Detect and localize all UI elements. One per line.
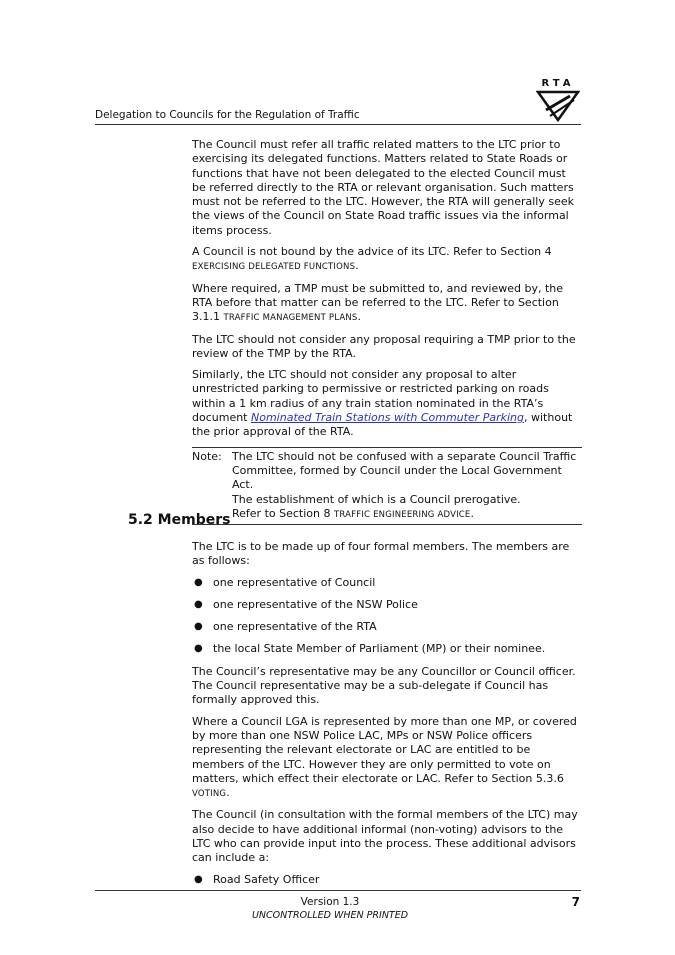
- rta-logo-icon: [536, 88, 580, 122]
- bullet-icon: ●: [194, 873, 203, 885]
- bullet-icon: ●: [194, 643, 203, 655]
- members-list: [192, 576, 582, 657]
- section-reference: TRAFFIC MANAGEMENT PLANS: [223, 313, 358, 324]
- paragraph-multiple-mp: Where a Council LGA is represented by more than one MP, or covered by more than one NSW Police LAC, MPs or NSW Police officers representing the relevant electorate or LAC are entitled to be members of the LTC. However they are only permitted to vote on matters, which effect their electorate or LAC. Refer to Section 5.3.6 VOTING.: [192, 714, 577, 800]
- paragraph-advice: A Council is not bound by the advice of its LTC. Refer to Section 4 EXERCISING DELEGATED FUNCTIONS.: [192, 245, 552, 273]
- footer-version: Version 1.3: [300, 896, 360, 908]
- advisors-list: [192, 873, 582, 887]
- note-body: The LTC should not be confused with a separate Council Traffic Committee, formed by Council under the Local Government Act. The establishment of which is a Council prerogative. Refer to Section 8 TRAFFIC ENGINEERING ADVICE.: [232, 449, 577, 520]
- paragraph-tmp: Where required, a TMP must be submitted to, and reviewed by, the RTA before that matter can be referred to the LTC. Refer to Section 3.1.1 TRAFFIC MANAGEMENT PLANS.: [192, 281, 564, 324]
- paragraph-referral: The Council must refer all traffic related matters to the LTC prior to exercising its delegated functions. Matters related to State Roads or functions that have not been delegated to the elected Council must be referred directly to the RTA or relevant organisation. Such matters must not be referred to the LTC. However, the RTA will generally seek the views of the Council on State Road traffic issues via the informal items process.: [192, 138, 574, 237]
- list-item: ● one representative of Council: [194, 575, 376, 589]
- section-reference: TRAFFIC ENGINEERING ADVICE: [333, 509, 471, 520]
- footer-divider: [95, 890, 581, 891]
- list-item: ● one representative of the NSW Police: [194, 597, 418, 611]
- paragraph-council-rep: The Council’s representative may be any Councillor or Council officer. The Council representative may be a sub-delegate if Council has formally approved this.: [192, 664, 576, 707]
- paragraph-tmp-review: The LTC should not consider any proposal requiring a TMP prior to the review of the TMP by the RTA.: [192, 332, 576, 360]
- note-box: [192, 447, 582, 525]
- list-item: ● Road Safety Officer: [194, 872, 320, 886]
- bullet-icon: ●: [194, 576, 203, 588]
- page-number: 7: [571, 895, 580, 909]
- footer-uncontrolled: UNCONTROLLED WHEN PRINTED: [251, 910, 409, 921]
- header-title: Delegation to Councils for the Regulation of Traffic: [95, 109, 360, 121]
- members-content: [192, 540, 582, 895]
- rta-logo: [536, 78, 580, 122]
- note-label: Note:: [192, 449, 222, 463]
- section-reference: VOTING: [192, 789, 227, 800]
- train-stations-link[interactable]: Nominated Train Stations with Commuter Parking: [251, 411, 525, 425]
- section-reference: EXERCISING DELEGATED FUNCTIONS: [192, 262, 356, 273]
- section-heading: 5.2 Members: [128, 512, 231, 528]
- intro-content: [192, 138, 582, 525]
- bullet-icon: ●: [194, 598, 203, 610]
- paragraph-members-intro: The LTC is to be made up of four formal members. The members are as follows:: [192, 540, 570, 568]
- paragraph-parking: Similarly, the LTC should not consider any proposal to alter unrestricted parking to permissive or restricted parking on roads within a 1 km radius of any train station nominated in the RTA’s document Nominated Train Stations with Commuter Parking, without the prior approval of the RTA.: [192, 368, 573, 439]
- list-item: ● the local State Member of Parliament (MP) or their nominee.: [194, 642, 546, 656]
- paragraph-advisors: The Council (in consultation with the formal members of the LTC) may also decide to have additional informal (non-voting) advisors to the LTC who can provide input into the process. These additional advisors can include a:: [192, 808, 578, 865]
- bullet-icon: ●: [194, 621, 203, 633]
- header-divider: [95, 124, 581, 125]
- logo-text: RTA: [541, 78, 575, 89]
- list-item: ● one representative of the RTA: [194, 620, 377, 634]
